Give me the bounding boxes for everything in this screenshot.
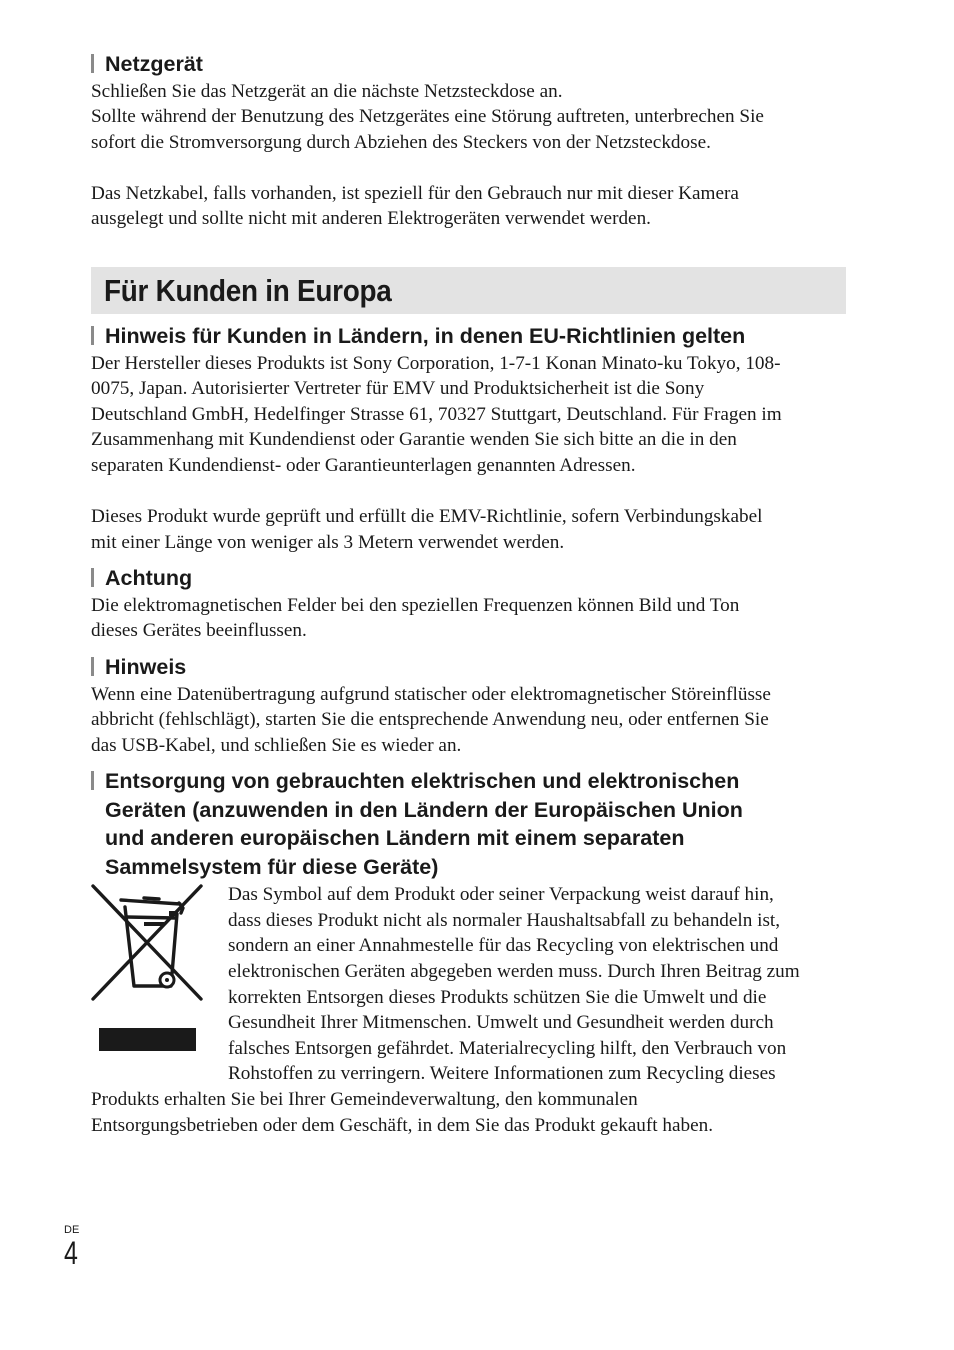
entsorgung-full-text: [91, 1087, 846, 1138]
hinweis-paragraph: [91, 682, 846, 759]
hinweis-eu-paragraph-1: [91, 351, 846, 479]
heading-line: Sammelsystem für diese Geräte): [105, 854, 439, 879]
netzgeraet-paragraph-2: [91, 181, 846, 232]
achtung-paragraph: [91, 593, 846, 644]
text-line: Das Symbol auf dem Produkt oder seiner Verpackung weist darauf hin,: [228, 884, 774, 906]
text-line: Entsorgungsbetrieben oder dem Geschäft, in dem Sie das Produkt gekauft haben.: [91, 1114, 714, 1136]
page-number: [64, 1223, 82, 1269]
text-line: Deutschland GmbH, Hedelfinger Strasse 61, 70327 Stuttgart, Deutschland. Für Fragen im: [91, 403, 782, 425]
entsorgung-float-text: [228, 882, 846, 1087]
text-line: ausgelegt und sollte nicht mit anderen Elektrogeräten verwendet werden.: [91, 208, 651, 230]
crossed-out-wheelie-bin-icon: [91, 884, 205, 1054]
text-line: Dieses Produkt wurde geprüft und erfüllt die EMV-Richtlinie, sofern Verbindungskabel: [91, 506, 763, 528]
text-line: das USB-Kabel, und schließen Sie es wieder an.: [91, 734, 462, 756]
text-line: Wenn eine Datenübertragung aufgrund statischer oder elektromagnetischer Störeinflüsse: [91, 683, 771, 705]
text-line: Sollte während der Benutzung des Netzgerätes eine Störung auftreten, unterbrechen Sie: [91, 106, 764, 128]
hinweis-eu-heading: Hinweis für Kunden in Ländern, in denen EU-Richtlinien gelten: [91, 322, 846, 351]
page-content: [91, 50, 846, 1138]
text-line: Schließen Sie das Netzgerät an die nächste Netzsteckdose an.: [91, 80, 563, 102]
section-title: Für Kunden in Europa: [104, 273, 392, 309]
entsorgung-block: [91, 882, 846, 1138]
text-line: sofort die Stromversorgung durch Abziehen des Steckers von der Netzsteckdose.: [91, 131, 711, 153]
text-line: dass dieses Produkt nicht als normaler Haushaltsabfall zu behandeln ist,: [228, 909, 781, 931]
heading-line: Entsorgung von gebrauchten elektrischen und elektronischen: [105, 769, 740, 794]
text-line: falsches Entsorgen gefährdet. Materialrecycling hilft, den Verbrauch von: [228, 1037, 787, 1059]
text-line: sondern an einer Annahmestelle für das Recycling von elektrischen und: [228, 935, 779, 957]
achtung-heading: Achtung: [91, 564, 846, 593]
hinweis-eu-paragraph-2: [91, 504, 846, 555]
text-line: mit einer Länge von weniger als 3 Metern verwendet werden.: [91, 531, 565, 553]
text-line: separaten Kundendienst- oder Garantieunterlagen genannten Adressen.: [91, 454, 636, 476]
text-line: Gesundheit Ihrer Mitmenschen. Umwelt und Gesundheit werden durch: [228, 1012, 774, 1034]
hinweis-heading: Hinweis: [91, 653, 846, 682]
text-line: dieses Gerätes beeinflussen.: [91, 620, 307, 642]
text-line: elektronischen Geräten abgegeben werden muss. Durch Ihren Beitrag zum: [228, 961, 800, 983]
text-line: Das Netzkabel, falls vorhanden, ist speziell für den Gebrauch nur mit dieser Kamera: [91, 182, 739, 204]
text-line: Zusammenhang mit Kundendienst oder Garantie wenden Sie sich bitte an die in den: [91, 429, 737, 451]
text-line: Rohstoffen zu verringern. Weitere Informationen zum Recycling dieses: [228, 1063, 776, 1085]
text-line: abbricht (fehlschlägt), starten Sie die entsprechende Anwendung neu, oder entfernen Sie: [91, 709, 769, 731]
heading-line: und anderen europäischen Ländern mit einem separaten: [105, 826, 685, 851]
text-line: Produkts erhalten Sie bei Ihrer Gemeindeverwaltung, den kommunalen: [91, 1089, 638, 1111]
page-number-value: 4: [64, 1235, 78, 1271]
netzgeraet-paragraph-1: [91, 79, 846, 156]
text-line: Der Hersteller dieses Produkts ist Sony Corporation, 1-7-1 Konan Minato-ku Tokyo, 108-: [91, 352, 781, 374]
entsorgung-heading: [91, 767, 846, 881]
netzgeraet-heading: Netzgerät: [91, 50, 846, 79]
text-line: korrekten Entsorgen dieses Produkts schützen Sie die Umwelt und die: [228, 986, 767, 1008]
heading-line: Geräten (anzuwenden in den Ländern der Europäischen Union: [105, 797, 743, 822]
text-line: Die elektromagnetischen Felder bei den speziellen Frequenzen können Bild und Ton: [91, 594, 740, 616]
language-code: DE: [64, 1224, 80, 1236]
text-line: 0075, Japan. Autorisierter Vertreter für EMV und Produktsicherheit ist die Sony: [91, 378, 705, 400]
section-banner: [91, 267, 846, 314]
